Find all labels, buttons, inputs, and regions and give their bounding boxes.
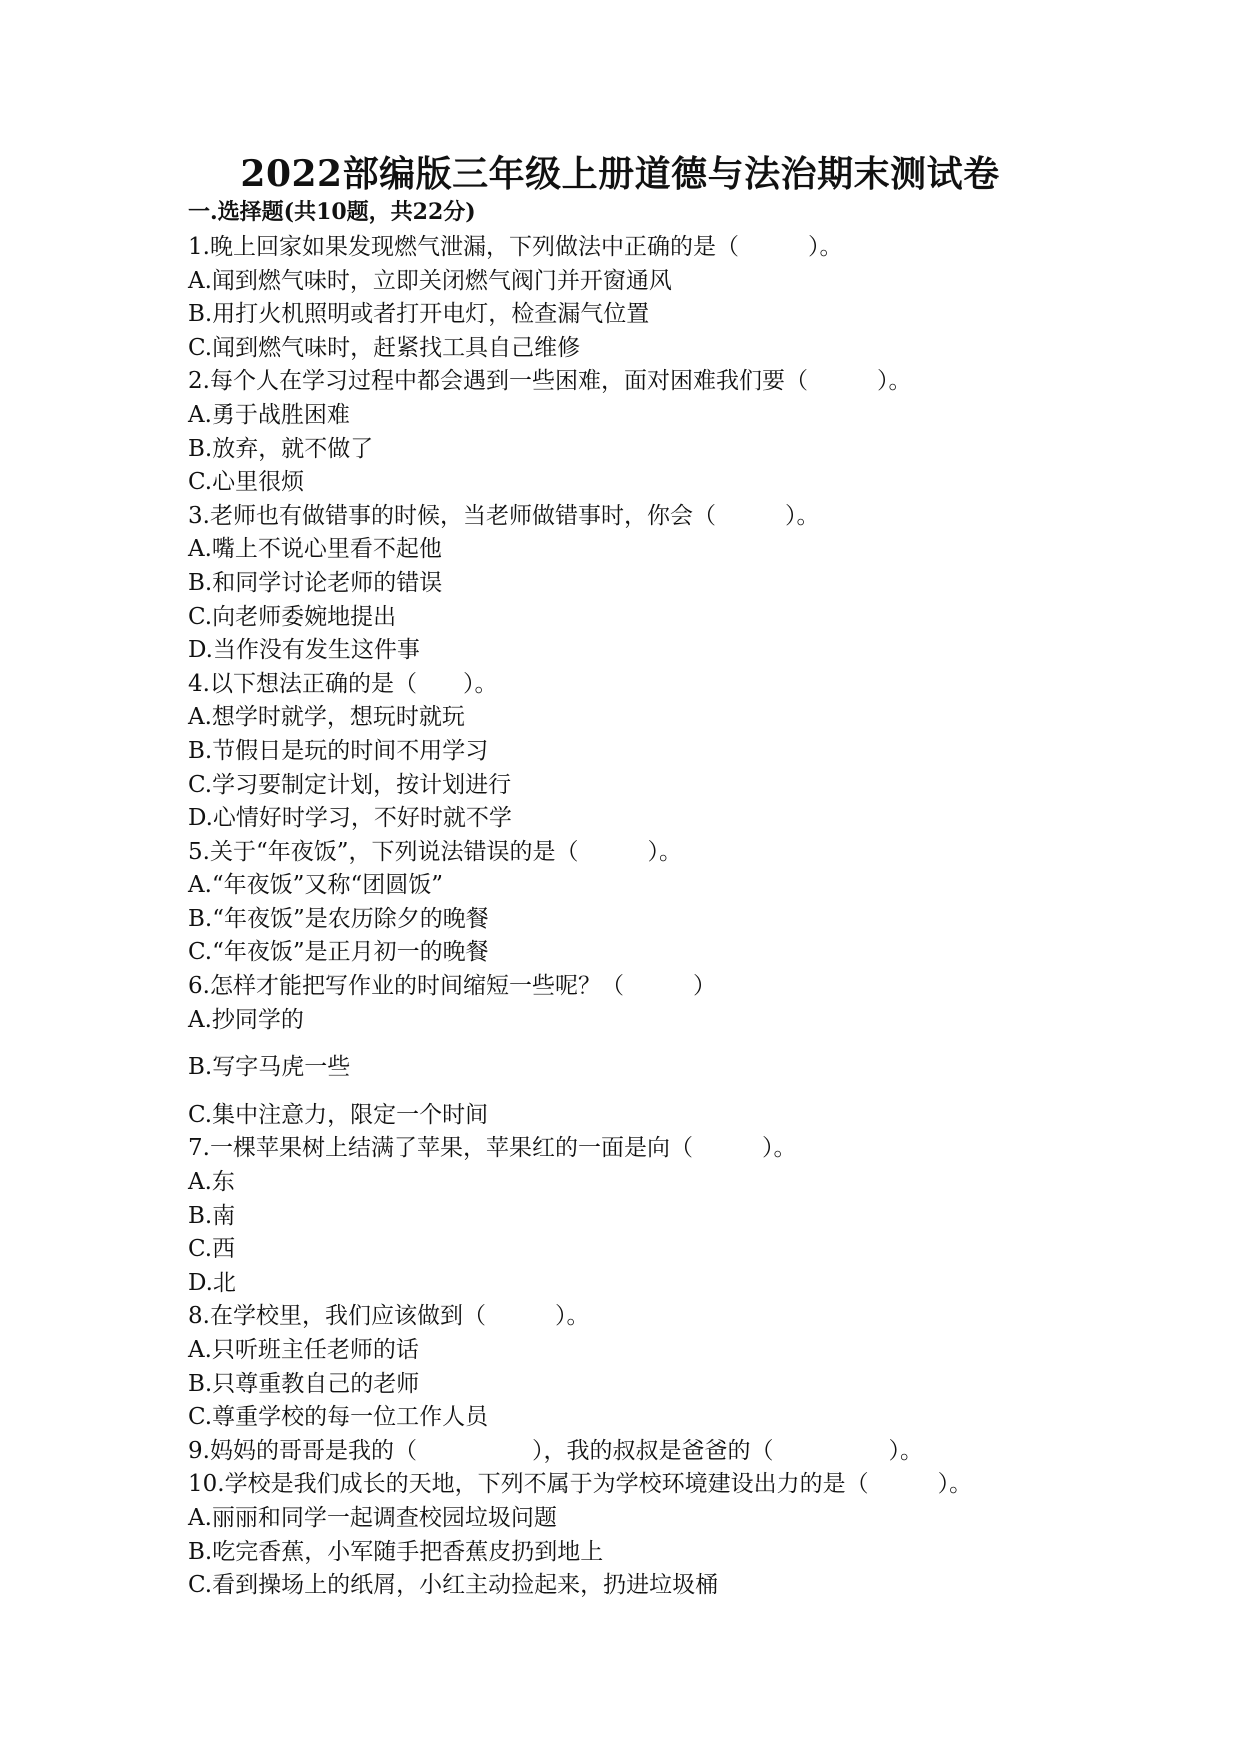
question-option: C.集中注意力，限定一个时间: [188, 1101, 489, 1128]
question-option: A.只听班主任老师的话: [188, 1337, 419, 1363]
exam-content: [188, 197, 1188, 1603]
spacer: [188, 1085, 1188, 1099]
spacer: [188, 1037, 1188, 1051]
question-option: D.北: [188, 1269, 236, 1296]
question-stem: 1.晚上回家如果发现燃气泄漏，下列做法中正确的是（ ）。: [188, 234, 843, 260]
question-option: B.吃完香蕉，小军随手把香蕉皮扔到地上: [188, 1538, 604, 1565]
question-stem: 4.以下想法正确的是（ ）。: [188, 670, 498, 697]
question-option: B.南: [188, 1202, 236, 1229]
question-option: D.当作没有发生这件事: [188, 637, 420, 664]
question-option: B.写字马虎一些: [188, 1054, 351, 1081]
question-option: C.西: [188, 1236, 236, 1263]
question-option: C.看到操场上的纸屑，小红主动捡起来，扔进垃圾桶: [188, 1572, 719, 1599]
question-option: A.抄同学的: [188, 1006, 304, 1033]
question-stem: 10.学校是我们成长的天地，下列不属于为学校环境建设出力的是（ ）。: [188, 1471, 973, 1498]
question-option: C.“年夜饭”是正月初一的晚餐: [188, 939, 489, 966]
question-stem: 8.在学校里，我们应该做到（ ）。: [188, 1303, 590, 1330]
question-option: B.“年夜饭”是农历除夕的晚餐: [188, 905, 489, 932]
question-option: C.学习要制定计划，按计划进行: [188, 771, 512, 798]
question-option: A.想学时就学，想玩时就玩: [188, 704, 465, 731]
question-option: A.勇于战胜困难: [188, 401, 350, 428]
question-option: C.闻到燃气味时，赶紧找工具自己维修: [188, 334, 581, 361]
question-stem: 3.老师也有做错事的时候，当老师做错事时，你会（ ）。: [188, 502, 820, 529]
question-option: B.放弃，就不做了: [188, 435, 374, 462]
question-stem: 2.每个人在学习过程中都会遇到一些困难，面对困难我们要（ ）。: [188, 368, 912, 395]
question-option: B.只尊重教自己的老师: [188, 1370, 420, 1397]
question-option: C.向老师委婉地提出: [188, 603, 397, 630]
question-option: A.嘴上不说心里看不起他: [188, 536, 442, 563]
question-option: C.心里很烦: [188, 469, 305, 496]
question-stem: 7.一棵苹果树上结满了苹果，苹果红的一面是向（ ）。: [188, 1135, 797, 1162]
question-option: B.和同学讨论老师的错误: [188, 569, 443, 596]
question-option: A.“年夜饭”又称“团圆饭”: [188, 872, 443, 899]
question-option: B.节假日是玩的时间不用学习: [188, 737, 489, 764]
question-option: B.用打火机照明或者打开电灯，检查漏气位置: [188, 301, 650, 328]
question-stem: 5.关于“年夜饭”，下列说法错误的是（ ）。: [188, 838, 682, 865]
question-option: A.闻到燃气味时，立即关闭燃气阀门并开窗通风: [188, 267, 672, 294]
question-stem: 9.妈妈的哥哥是我的（ ），我的叔叔是爸爸的（ ）。: [188, 1437, 923, 1464]
page-title: 2022部编版三年级上册道德与法治期末测试卷: [240, 153, 1000, 195]
question-option: C.尊重学校的每一位工作人员: [188, 1404, 489, 1431]
question-option: D.心情好时学习，不好时就不学: [188, 805, 512, 832]
question-stem: 6.怎样才能把写作业的时间缩短一些呢？（ ）: [188, 973, 716, 1000]
question-option: A.丽丽和同学一起调查校园垃圾问题: [188, 1504, 557, 1531]
question-option: A.东: [188, 1169, 235, 1196]
section-heading: 一.选择题(共10题，共22分): [188, 199, 476, 225]
